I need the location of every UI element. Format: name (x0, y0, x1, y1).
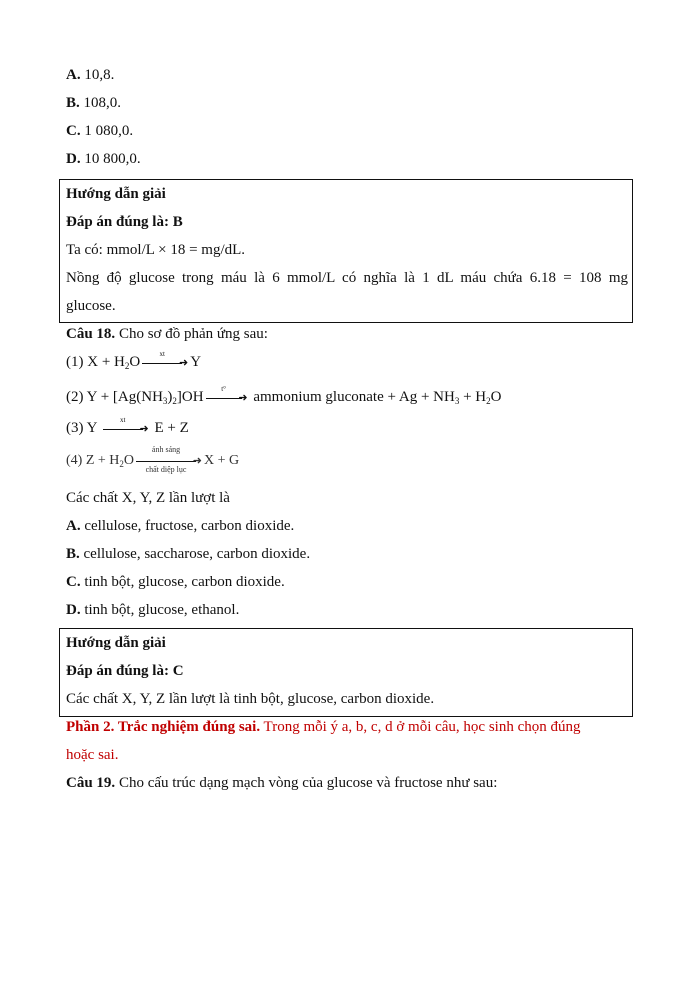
q18-option-c (66, 568, 285, 596)
reaction-4 (66, 444, 240, 475)
question-text: Cho cấu trúc dạng mạch vòng của glucose và fructose như sau: (115, 775, 498, 791)
reaction-number: (4) (66, 453, 83, 468)
option-text: cellulose, fructose, carbon dioxide. (80, 518, 295, 534)
product: X + G (204, 453, 240, 468)
arrow-condition: t° (221, 384, 226, 393)
reaction-arrow-icon: xt ➜ (103, 422, 149, 436)
part2-instructions: Trong mỗi ý a, b, c, d ở mỗi câu, học sinh chọn đúng (260, 719, 581, 735)
subscript: 2 (486, 396, 491, 406)
option-text: 10,8. (80, 67, 115, 83)
product: Y (190, 354, 202, 370)
solution-line: Ta có: mmol/L × 18 = mg/dL. (66, 242, 246, 258)
solution-box-18 (59, 628, 633, 717)
reaction-arrow-icon: xt ➜ (142, 356, 188, 370)
arrow-condition-top: ánh sáng (151, 444, 181, 454)
solution-heading (66, 180, 166, 208)
q18-stem (66, 320, 268, 348)
option-letter: B. (66, 95, 80, 111)
q17-option-c (66, 117, 133, 145)
subscript: 2 (172, 396, 177, 406)
option-letter: D. (66, 151, 81, 167)
option-text: tinh bột, glucose, carbon dioxide. (80, 574, 285, 590)
solution-answer-text: Đáp án đúng là: C (66, 663, 184, 679)
reaction-arrow-icon: t° ➜ (206, 391, 248, 405)
reaction-arrow-icon: ánh sáng ➜ chất diệp lục (136, 454, 202, 468)
reaction-text: ]OH (176, 389, 204, 405)
part2-heading (66, 713, 581, 741)
q17-option-d (66, 145, 141, 173)
reaction-products: ammonium gluconate + Ag + NH (253, 389, 455, 405)
solution-heading-text: Hướng dẫn giải (66, 635, 166, 651)
subscript: 3 (162, 396, 168, 406)
reaction-1 (66, 348, 201, 376)
solution-line: glucose. (66, 298, 116, 314)
subscript: 3 (454, 396, 460, 406)
q18-option-b (66, 540, 310, 568)
solution-answer-text: Đáp án đúng là: B (66, 214, 183, 230)
solution-heading-text: Hướng dẫn giải (66, 186, 166, 202)
option-letter: B. (66, 546, 80, 562)
q18-prompt: Các chất X, Y, Z lần lượt là (66, 490, 230, 506)
reactant: Z + H (85, 453, 120, 468)
reaction-reactants: (2) Y + [Ag(NH (66, 389, 163, 405)
option-letter: C. (66, 123, 81, 139)
option-text: 108,0. (79, 95, 122, 111)
question-label: Câu 18. (66, 326, 116, 342)
reactant: O (123, 453, 135, 468)
question-label: Câu 19. (66, 775, 116, 791)
option-letter: C. (66, 574, 81, 590)
reaction-text: ) (167, 389, 173, 405)
reactant: X + H (87, 354, 125, 370)
solution-line: Nồng độ glucose trong máu là 6 mmol/L có nghĩa là 1 dL máu chứa 6.18 = 108 mg (66, 270, 628, 286)
subscript: 2 (124, 361, 130, 371)
option-text: cellulose, saccharose, carbon dioxide. (79, 546, 311, 562)
reaction-products: E + Z (154, 420, 189, 436)
option-text: tinh bột, glucose, ethanol. (80, 602, 240, 618)
arrow-condition: xt (159, 349, 165, 358)
option-text: 10 800,0. (80, 151, 141, 167)
solution-answer (66, 657, 184, 685)
solution-answer (66, 208, 183, 236)
reaction-text: + H (459, 389, 487, 405)
reaction-3 (66, 414, 189, 442)
part2-instructions-cont: hoặc sai. (66, 747, 119, 763)
subscript: 2 (119, 459, 124, 469)
part2-title: Phần 2. Trắc nghiệm đúng sai. (66, 719, 261, 735)
solution-box-17 (59, 179, 633, 323)
arrow-condition: xt (119, 415, 126, 424)
question-text: Cho sơ đồ phản ứng sau: (115, 326, 268, 342)
option-text: 1 080,0. (80, 123, 134, 139)
reactant: O (129, 354, 141, 370)
reaction-reactants: (3) Y (66, 420, 97, 436)
q17-option-a (66, 61, 114, 89)
solution-heading (66, 629, 166, 657)
reaction-text: O (490, 389, 502, 405)
option-letter: A. (66, 67, 81, 83)
q18-option-d (66, 596, 239, 624)
reaction-2 (66, 383, 501, 411)
option-letter: A. (66, 518, 81, 534)
q17-option-b (66, 89, 121, 117)
solution-line: Các chất X, Y, Z lần lượt là tinh bột, glucose, carbon dioxide. (66, 691, 435, 707)
q18-option-a (66, 512, 294, 540)
option-letter: D. (66, 602, 81, 618)
arrow-condition-bottom: chất diệp lục (145, 464, 187, 474)
q19-stem (66, 769, 497, 797)
reaction-number: (1) (66, 354, 84, 370)
